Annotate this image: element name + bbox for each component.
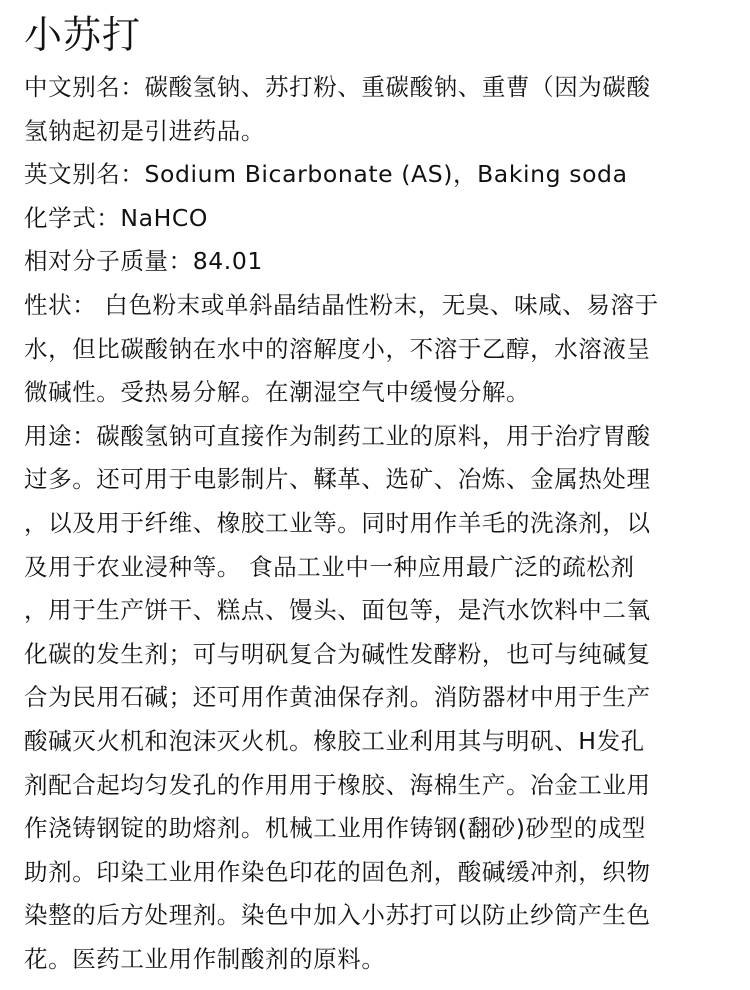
text-line: 及用于农业浸种等。 食品工业中一种应用最广泛的疏松剂 [24, 552, 635, 581]
text-line: 过多。还可用于电影制片、鞣革、选矿、冶炼、金属热处理 [24, 465, 651, 494]
text-line: 作浇铸钢锭的助熔剂。机械工业用作铸钢(翻砂)砂型的成型 [24, 814, 647, 843]
body-text [24, 66, 732, 981]
text-line: 化碳的发生剂；可与明矾复合为碱性发酵粉，也可与纯碱复 [24, 639, 651, 668]
text-line: 微碱性。受热易分解。在潮湿空气中缓慢分解。 [24, 378, 531, 407]
text-line: 剂配合起均匀发孔的作用用于橡胶、海棉生产。冶金工业用 [24, 770, 651, 799]
text-line: 化学式：NaHCO [24, 203, 208, 232]
text-line: 水，但比碳酸钠在水中的溶解度小，不溶于乙醇，水溶液呈 [24, 334, 651, 363]
page-title: 小苏打 [24, 13, 142, 57]
text-line: 助剂。印染工业用作染色印花的固色剂，酸碱缓冲剂，织物 [24, 857, 651, 886]
text-line: 中文别名：碳酸氢钠、苏打粉、重碳酸钠、重曹（因为碳酸 [24, 73, 651, 101]
text-line: 相对分子质量：84.01 [24, 247, 263, 276]
text-line: ，以及用于纤维、橡胶工业等。同时用作羊毛的洗涤剂，以 [24, 508, 651, 537]
text-line: 英文别名：Sodium Bicarbonate (AS)，Baking soda [24, 160, 628, 189]
text-line: 酸碱灭火机和泡沫灭火机。橡胶工业利用其与明矾、H发孔 [24, 726, 645, 755]
text-line: 染整的后方处理剂。染色中加入小苏打可以防止纱筒产生色 [24, 901, 651, 930]
text-line: ，用于生产饼干、糕点、馒头、面包等，是汽水饮料中二氧 [24, 596, 651, 625]
text-line: 花。医药工业用作制酸剂的原料。 [24, 944, 386, 973]
text-line: 合为民用石碱；还可用作黄油保存剂。消防器材中用于生产 [24, 683, 651, 712]
text-line: 用途：碳酸氢钠可直接作为制药工业的原料，用于治疗胃酸 [24, 421, 651, 450]
text-line: 性状： 白色粉末或单斜晶结晶性粉末，无臭、味咸、易溶于 [24, 290, 659, 319]
text-line: 氢钠起初是引进药品。 [24, 116, 265, 145]
